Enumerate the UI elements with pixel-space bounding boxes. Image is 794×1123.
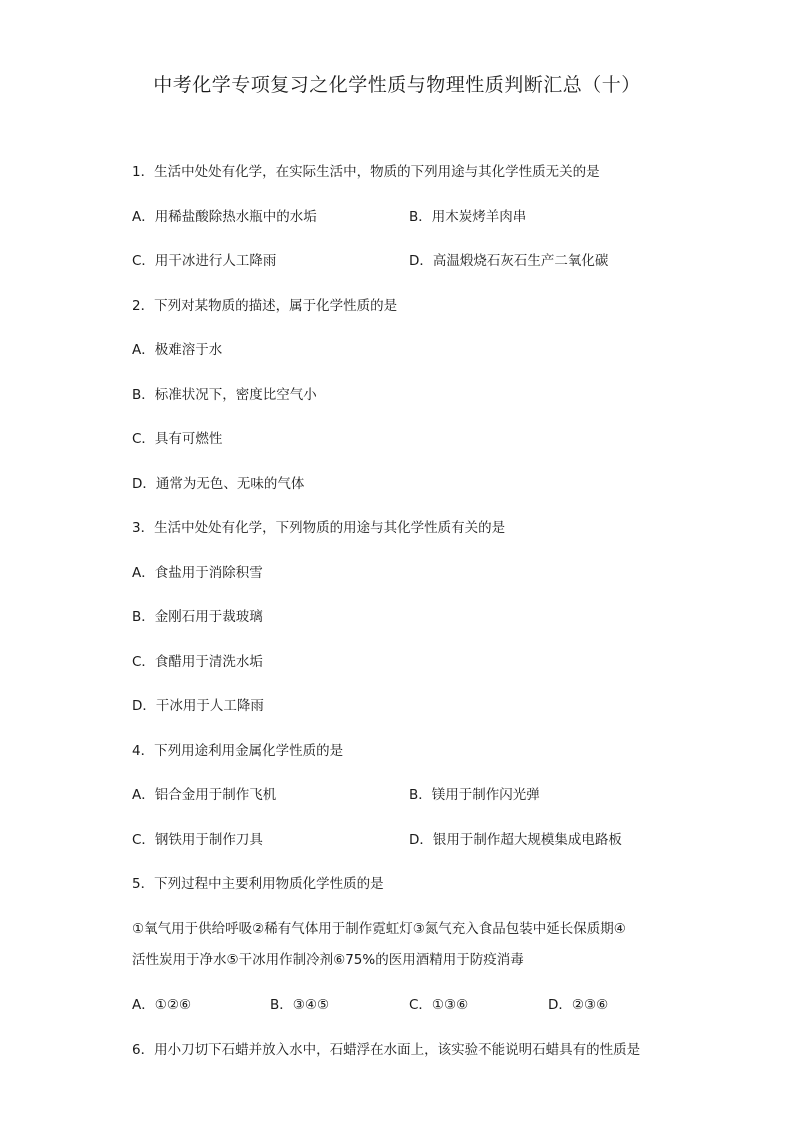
question-3-stem: 3．生活中处处有化学，下列物质的用途与其化学性质有关的是	[132, 520, 506, 536]
question-4-option-a[interactable]: A．铝合金用于制作飞机	[132, 787, 277, 803]
question-4-option-c[interactable]: C．钢铁用于制作刀具	[132, 832, 263, 848]
page-title: 中考化学专项复习之化学性质与物理性质判断汇总（十）	[153, 74, 641, 96]
question-5-items-line-2: 活性炭用于净水⑤干冰用作制冷剂⑥75%的医用酒精用于防疫消毒	[132, 952, 524, 968]
question-4-option-b[interactable]: B．镁用于制作闪光弹	[409, 787, 540, 803]
question-5-option-b[interactable]: B．③④⑤	[270, 997, 330, 1013]
question-2-option-a[interactable]: A．极难溶于水	[132, 342, 223, 358]
question-5-option-c[interactable]: C．①③⑥	[409, 997, 469, 1013]
question-3-option-a[interactable]: A．食盐用于消除积雪	[132, 565, 263, 581]
question-3-option-d[interactable]: D．干冰用于人工降雨	[132, 698, 264, 714]
question-5-option-a[interactable]: A．①②⑥	[132, 997, 192, 1013]
question-4-stem: 4．下列用途利用金属化学性质的是	[132, 743, 344, 759]
question-2-option-c[interactable]: C．具有可燃性	[132, 431, 223, 447]
question-3-option-c[interactable]: C．食醋用于清洗水垢	[132, 654, 263, 670]
question-4-option-d[interactable]: D．银用于制作超大规模集成电路板	[409, 832, 622, 848]
question-1-option-a[interactable]: A．用稀盐酸除热水瓶中的水垢	[132, 209, 317, 225]
question-2-option-b[interactable]: B．标准状况下，密度比空气小	[132, 387, 317, 403]
question-1-option-b[interactable]: B．用木炭烤羊肉串	[409, 209, 527, 225]
question-5-stem: 5．下列过程中主要利用物质化学性质的是	[132, 876, 384, 892]
question-3-option-b[interactable]: B．金刚石用于裁玻璃	[132, 609, 263, 625]
question-6-stem: 6．用小刀切下石蜡并放入水中，石蜡浮在水面上，该实验不能说明石蜡具有的性质是	[132, 1042, 641, 1058]
question-5-option-d[interactable]: D．②③⑥	[548, 997, 609, 1013]
question-1-stem: 1．生活中处处有化学，在实际生活中，物质的下列用途与其化学性质无关的是	[132, 164, 600, 180]
question-5-items-line-1: ①氧气用于供给呼吸②稀有气体用于制作霓虹灯③氮气充入食品包装中延长保质期④	[132, 921, 626, 937]
question-2-stem: 2．下列对某物质的描述，属于化学性质的是	[132, 298, 398, 314]
question-2-option-d[interactable]: D．通常为无色、无味的气体	[132, 476, 305, 492]
question-1-option-c[interactable]: C．用干冰进行人工降雨	[132, 253, 277, 269]
question-1-option-d[interactable]: D．高温煅烧石灰石生产二氧化碳	[409, 253, 609, 269]
